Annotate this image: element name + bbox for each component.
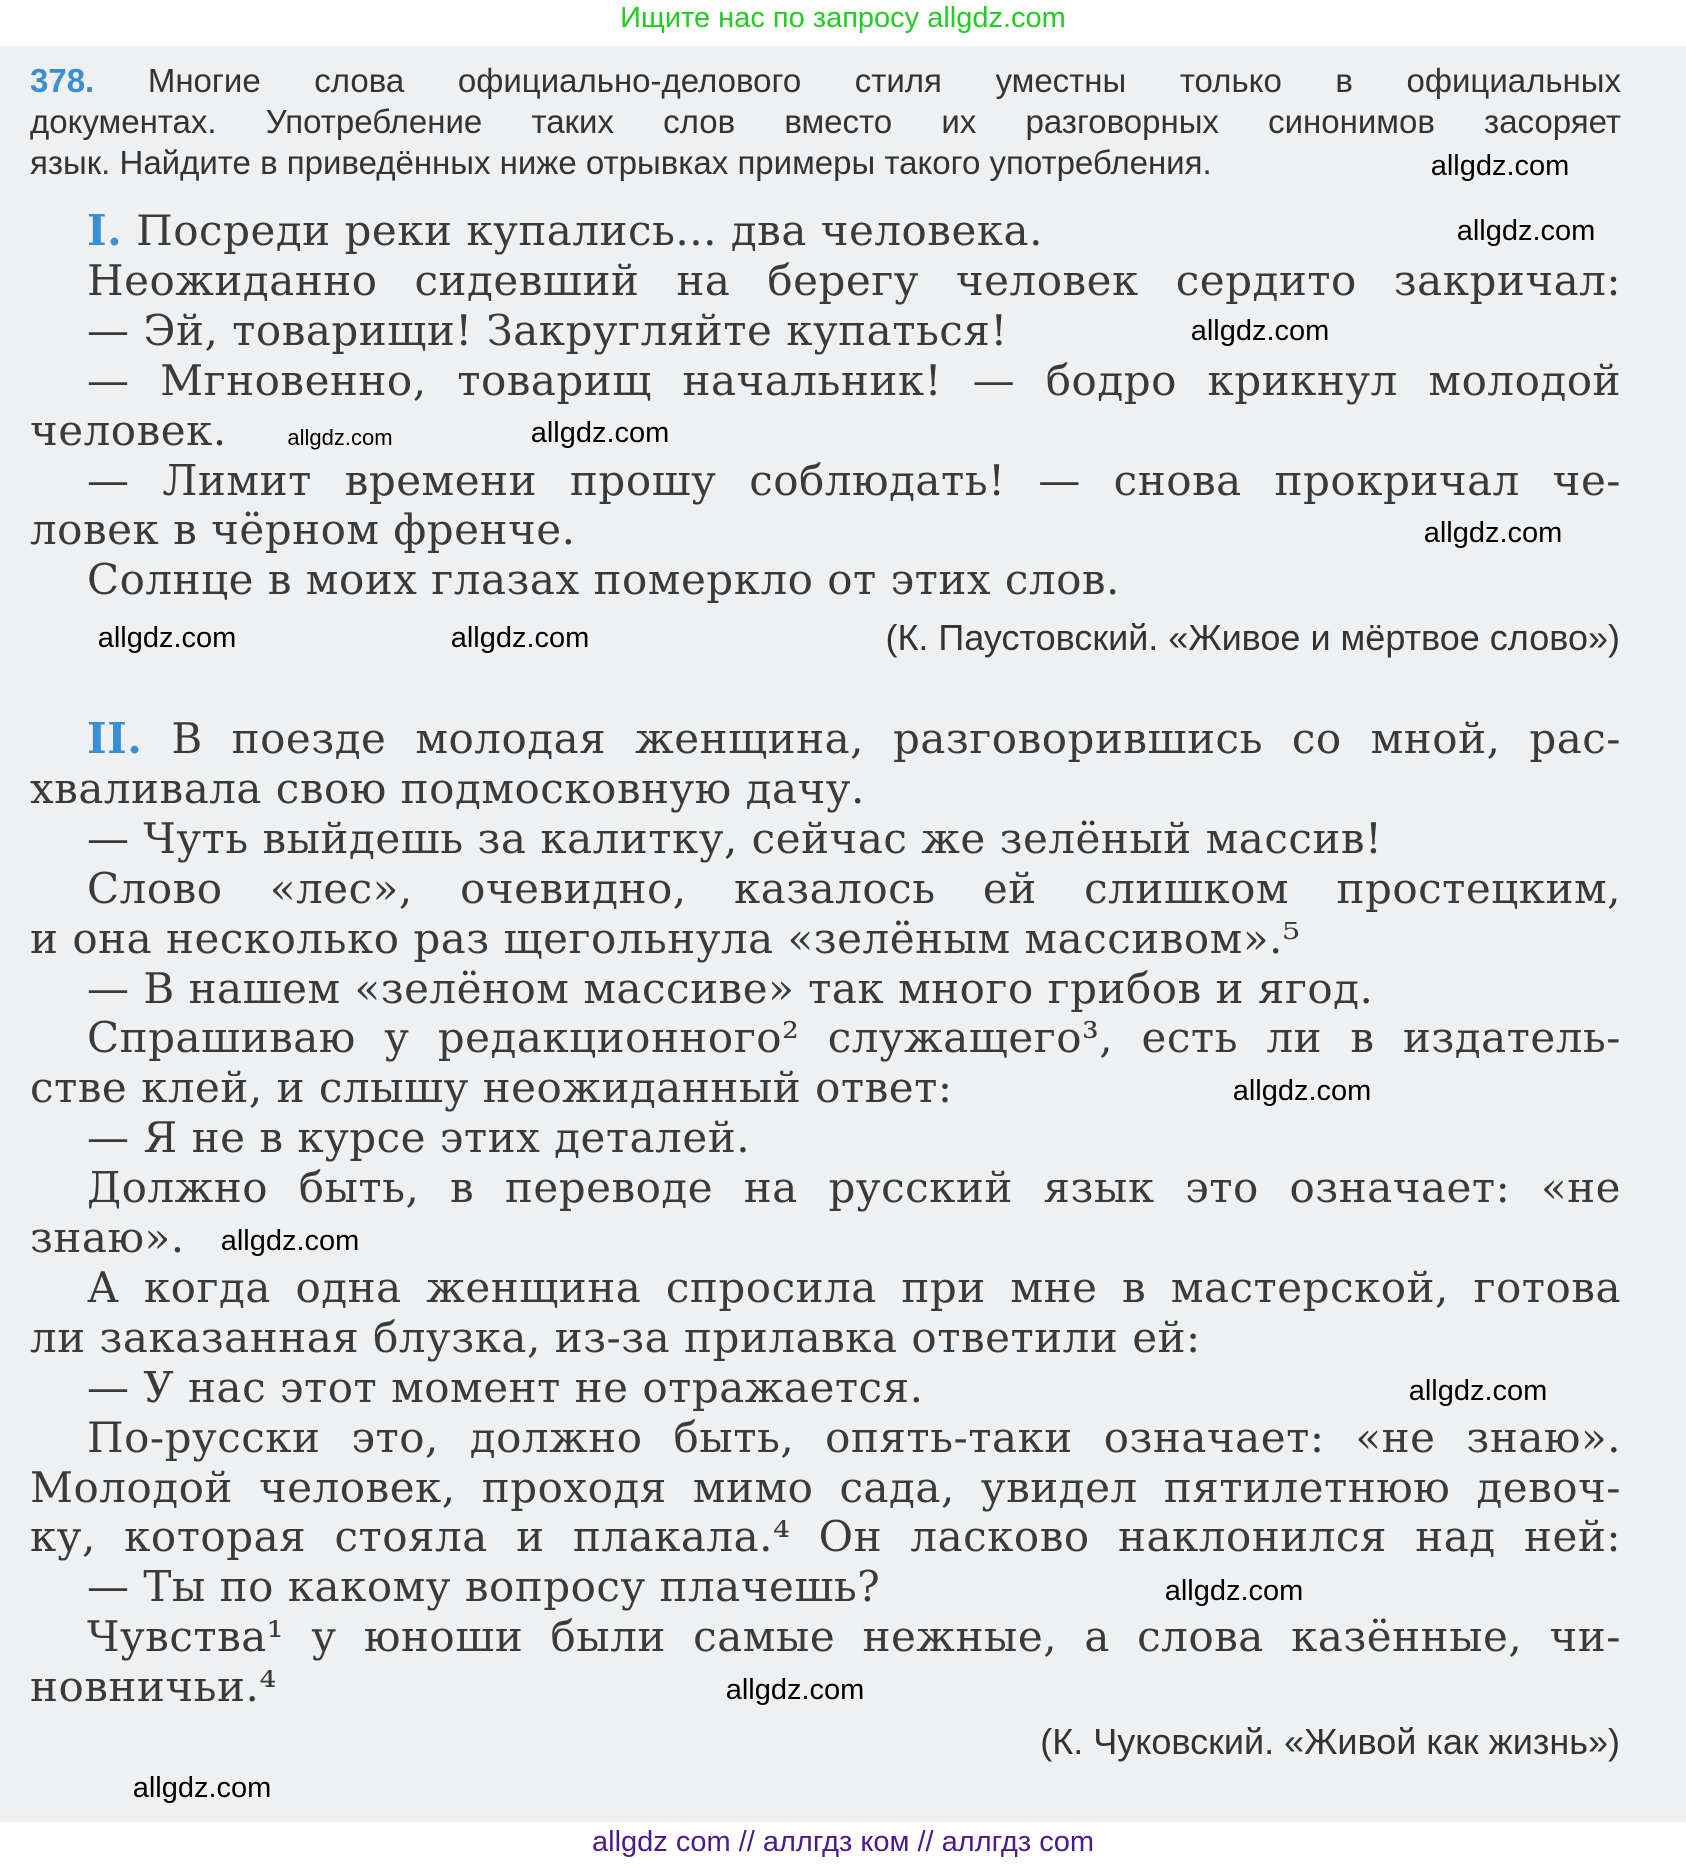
intro-line-2: документах. Употребление таких слов вместо их разговорных синонимов засоряет [30,103,1621,140]
text-line: II. В поезде молодая женщина, разговорившись со мной, рас- [87,714,1621,763]
watermark: allgdz.com [287,425,393,450]
text-line: стве клей, и слышу неожиданный ответ: [30,1063,953,1113]
text-line: Слово «лес», очевидно, казалось ей слишком простецким, [87,863,1621,913]
text-line: Чувства¹ у юноши были самые нежные, а слова казённые, чи- [87,1612,1621,1662]
watermark: allgdz.com [725,1674,865,1706]
text-line: — В нашем «зелёном массиве» так много грибов и ягод. [87,963,1374,1013]
text-line: Должно быть, в переводе на русский язык это означает: «не [87,1163,1621,1213]
intro-line-3: язык. Найдите в приведённых ниже отрывках примеры такого употребления. [30,144,1212,181]
watermark: allgdz.com [530,417,670,449]
section-numeral: I. [87,206,123,255]
text-line: — У нас этот момент не отражается. [87,1362,924,1412]
text-line: — Чуть выйдешь за калитку, сейчас же зелёный массив! [87,813,1383,863]
watermark: allgdz.com [1232,1075,1372,1107]
watermark: allgdz.com [97,622,237,654]
watermark: allgdz.com [1190,315,1330,347]
text-line: знаю». [30,1213,185,1262]
text-line: Спрашиваю у редакционного² служащего³, есть ли в издатель- [87,1013,1621,1063]
citation-paustovsky: (К. Паустовский. «Живое и мёртвое слово») [885,617,1620,658]
text-line: — Эй, товарищи! Закругляйте купаться! [87,305,1008,355]
text-line: Неожиданно сидевший на берегу человек сердито закричал: [87,255,1621,305]
text-line: Молодой человек, проходя мимо сада, увидел пятилетнюю девоч- [30,1462,1621,1512]
watermark: allgdz.com [1408,1375,1548,1407]
text-line: новничьи.⁴ [30,1662,277,1712]
text-line: ку, которая стояла и плакала.⁴ Он ласково наклонился над ней: [30,1512,1621,1562]
watermark: allgdz.com [132,1772,272,1804]
citation-chukovsky: (К. Чуковский. «Живой как жизнь») [1040,1721,1620,1762]
text-line: человек. [30,405,227,455]
text-line: — Ты по какому вопросу плачешь? [87,1562,881,1612]
exercise-intro [30,60,1621,183]
site-search-banner: Ищите нас по запросу allgdz.com [620,2,1066,34]
watermark: allgdz.com [450,622,590,654]
text-line: I. Посреди реки купались... два человека. [87,206,1043,255]
section-numeral: II. [87,714,143,763]
text-line: Солнце в моих глазах померкло от этих слов. [87,555,1120,605]
intro-line-1: 378. Многие слова официально-делового стиля уместны только в официальных [30,62,1621,99]
watermark: allgdz.com [1423,517,1563,549]
text-line: По-русски это, должно быть, опять-таки означает: «не знаю». [87,1412,1621,1462]
exercise-number: 378. [30,62,95,99]
watermark: allgdz.com [1430,150,1570,182]
watermark: allgdz.com [220,1225,360,1257]
text-line: — Я не в курсе этих деталей. [87,1113,751,1163]
site-footer-banner: allgdz com // аллгдз ком // аллгдз com [592,1826,1094,1858]
text-line: ли заказанная блузка, из-за прилавка ответили ей: [30,1312,1201,1362]
text-line: ловек в чёрном френче. [30,505,576,555]
watermark: allgdz.com [1456,215,1596,247]
text-line: и она несколько раз щегольнула «зелёным массивом».⁵ [30,913,1301,963]
text-line: — Лимит времени прошу соблюдать! — снова прокричал че- [87,455,1621,505]
text-line: А когда одна женщина спросила при мне в мастерской, готова [87,1262,1621,1312]
text-line: — Мгновенно, товарищ начальник! — бодро крикнул молодой [87,355,1621,405]
text-line: хваливала свою подмосковную дачу. [30,763,865,813]
watermark: allgdz.com [1164,1575,1304,1607]
